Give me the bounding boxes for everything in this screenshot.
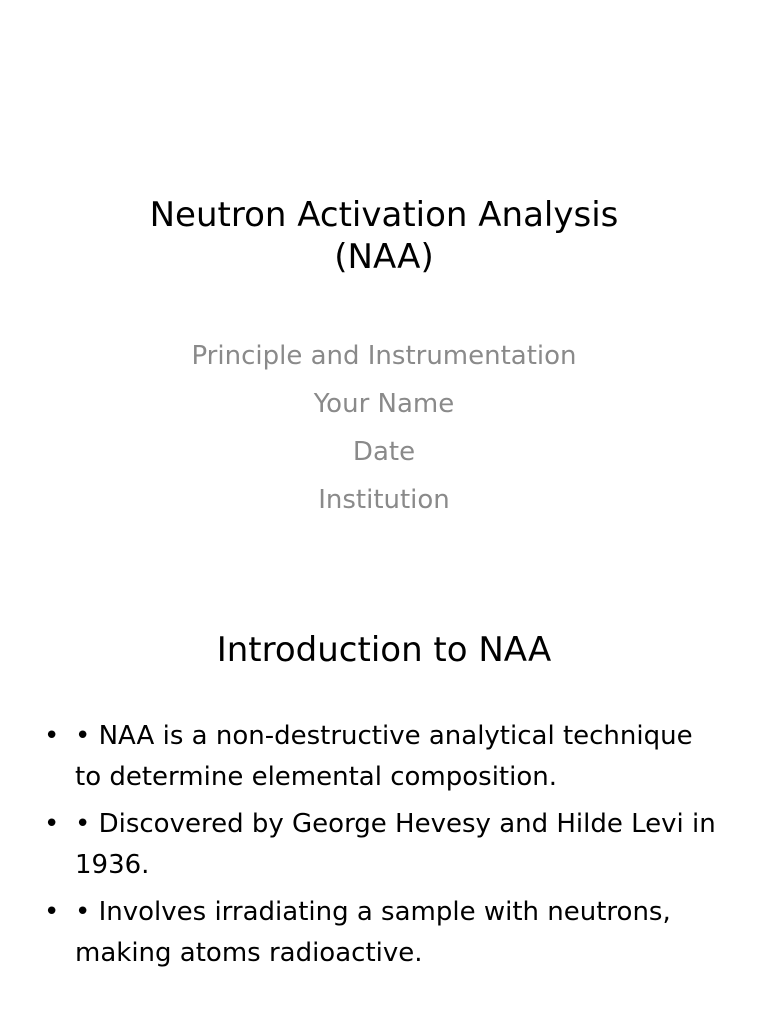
list-item — [44, 716, 724, 798]
list-item — [44, 804, 724, 886]
bullet-text: • Involves irradiating a sample with neutrons, making atoms radioactive. — [75, 897, 671, 968]
subtitle-block — [40, 332, 728, 524]
bullet-text: • NAA is a non-destructive analytical technique to determine elemental composition. — [75, 721, 693, 792]
title-line-2: (NAA) — [334, 237, 434, 277]
slide-title: Introduction to NAA — [216, 630, 552, 670]
subtitle-line: Date — [352, 437, 416, 467]
bullet-list — [44, 716, 724, 980]
bullet-marker: • — [44, 809, 60, 839]
intro-slide — [0, 576, 768, 1024]
presentation-title — [40, 194, 728, 278]
bullet-text: • Discovered by George Hevesy and Hilde Levi in 1936. — [75, 809, 716, 880]
subtitle-line: Your Name — [313, 389, 455, 419]
subtitle-line: Principle and Instrumentation — [191, 341, 577, 371]
bullet-marker: • — [44, 721, 60, 751]
subtitle-line: Institution — [318, 485, 450, 515]
list-item — [44, 892, 724, 974]
bullet-marker: • — [44, 897, 60, 927]
title-line-1: Neutron Activation Analysis — [149, 195, 619, 235]
